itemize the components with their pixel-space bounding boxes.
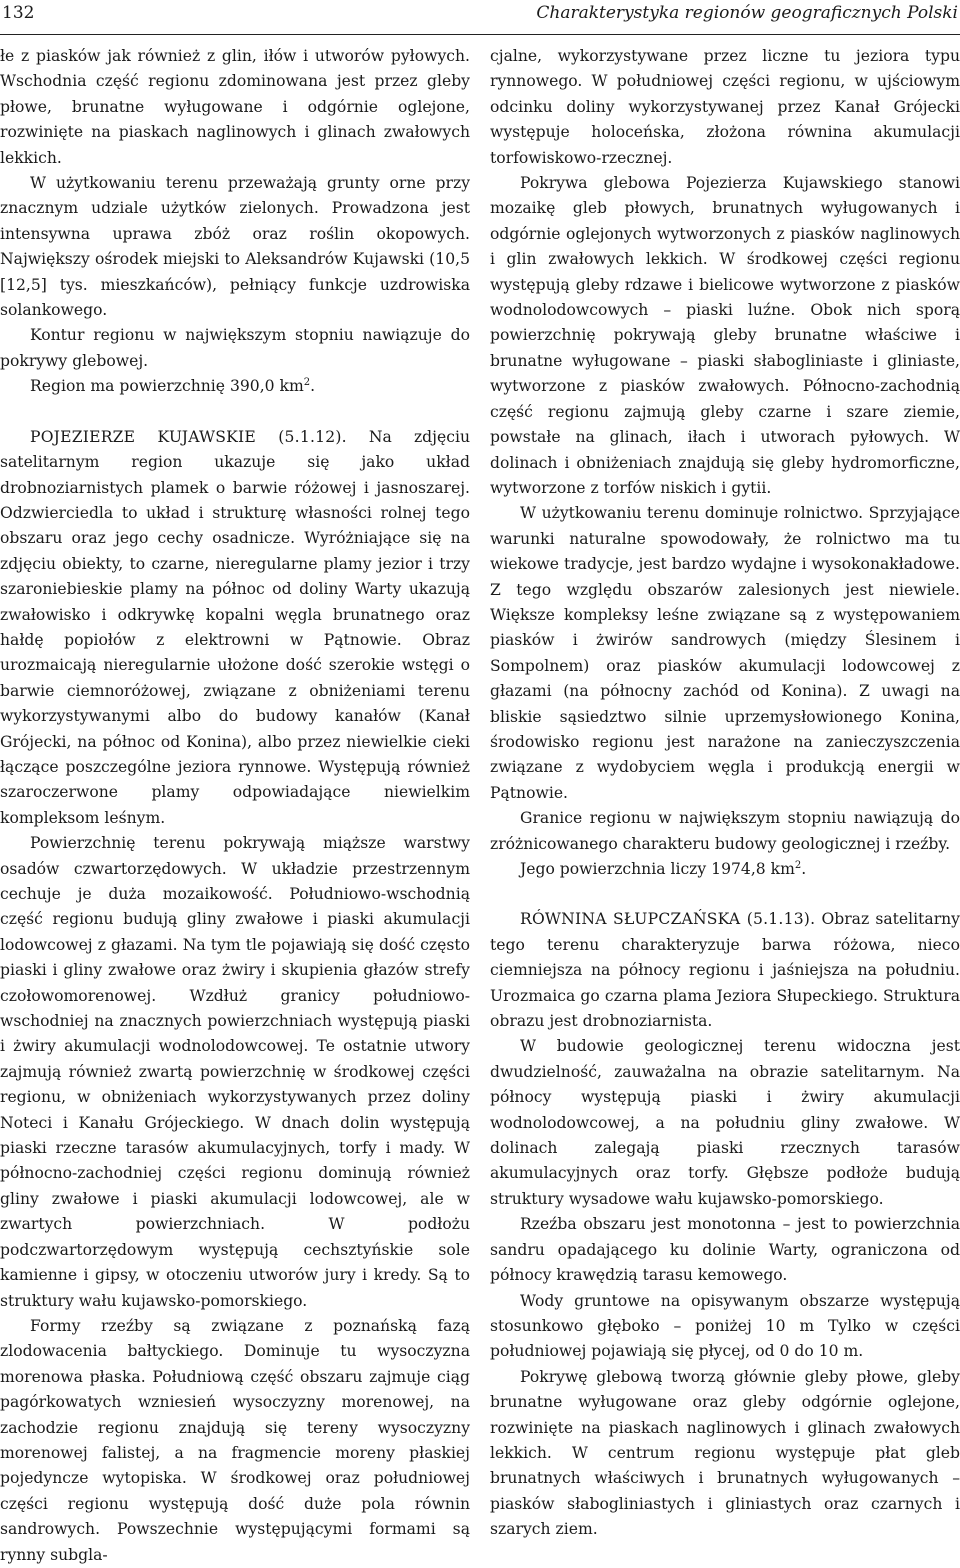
section-paragraph-pojezierze-kujawskie	[0, 425, 470, 832]
paragraph: Kontur regionu w największym stopniu nawiązuje do pokrywy glebowej.	[0, 326, 470, 370]
section-body: Na zdjęciu satelitarnym region ukazuje się jako układ drobnoziarnistych plamek o barwie różowej i jasnoszarej. Odzwierciedla to układ i strukturę własności rolnej tego obszaru oraz jego cechy osadnicze. Wyróżniające się na zdjęciu obiekty, to czarne, nieregularne plamy jezior i trzy szaroniebieskie plamy na północ od doliny Warty ukazują zwałowisko i odkrywkę kopalni węgla brunatnego oraz hałdę popiołów z elektrowni w Pątnowie. Obraz urozmaicają nieregularnie ułożone dość szerokie wstęgi o barwie ciemnoróżowej, związane z obniżeniami terenu wykorzystywanymi albo do budowy kanałów (Kanał Grójecki, na północ od Konina), albo przez niewielkie cieki łączące poszczególne jeziora rynnowe. Występują również szaroczerwone plamy odpowiadające niewielkim kompleksom leśnym.	[0, 427, 470, 827]
area-end: .	[801, 860, 807, 878]
section-paragraph-rownina-slupczanska	[490, 907, 960, 1034]
left-column	[0, 44, 470, 1568]
paragraph: Wody gruntowe na opisywanym obszarze występują stosunkowo głęboko – poniżej 10 m Tylko w części południowej pojawiają się płycej, od 0 do 10 m.	[490, 1291, 960, 1361]
paragraph: cjalne, wykorzystywane przez liczne tu jeziora typu rynnowego. W południowej części regionu, w ujściowym odcinku doliny wykorzystywanej przez Kanał Grójecki występuje holoceńska, złożona równina akumulacji torfowiskowo-rzecznej.	[490, 47, 960, 167]
paragraph: Granice regionu w największym stopniu nawiązują do zróżnicowanego charakteru budowy geologicznej i rzeźby.	[490, 809, 960, 853]
section-heading: RÓWNINA SŁUPCZAŃSKA (5.1.13).	[520, 910, 816, 929]
paragraph: Formy rzeźby są związane z poznańską fazą zlodowacenia bałtyckiego. Dominuje tu wysoczyzna morenowa płaska. Południową część obszaru zajmuje ciąg pagórkowatych wzniesień wysoczyzny morenowej, na zachodzie regionu znajdują się tereny wysoczyzny morenowej falistej, a na fragmencie moreny płaskiej pojedyncze wytopiska. W środkowej oraz południowej części regionu występują dość duże pola równin sandrowych. Powszechnie występującymi formami są rynny subgla-	[0, 1316, 470, 1564]
paragraph: łe z piasków jak również z glin, iłów i utworów pyłowych. Wschodnia część regionu zdominowana jest przez gleby płowe, brunatne wyługowane i odgórnie oglejone, rozwinięte na piaskach naglinowych i glinach zwałowych lekkich.	[0, 47, 470, 167]
area-unit-superscript: 2	[794, 859, 802, 871]
paragraph: Rzeźba obszaru jest monotonna – jest to powierzchnia sandru opadającego ku dolinie Warty, ograniczona od północy krawędzią tarasu kemowego.	[490, 1215, 960, 1285]
paragraph: Pokrywa glebowa Pojezierza Kujawskiego stanowi mozaikę gleb płowych, brunatnych wyługowanych i odgórnie oglejonych wytworzonych z piasków naglinowych i glin zwałowych lekkich. W środkowej części regionu występują gleby rdzawe i bielicowe wytworzone z piasków wodnolodowcowych – piaski luźne. Obok nich sporą powierzchnię pokrywają gleby brunatne właściwe i brunatne wyługowane – piaski słabogliniaste i gliniaste, wytworzone z piasków zwałowych. Północno-zachodnią część regionu zajmują gleby czarne i szare ziemie, powstałe na glinach, iłach i utworach pyłowych. W dolinach i obniżeniach znajdują się gleby hydromorficzne, wytworzone z torfów niskich i gytii.	[490, 174, 960, 497]
section-heading: POJEZIERZE KUJAWSKIE (5.1.12).	[30, 427, 347, 446]
area-end: .	[310, 377, 316, 396]
area-unit-superscript: 2	[303, 377, 311, 389]
page-number: 132	[2, 3, 35, 23]
paragraph-area	[0, 374, 470, 399]
right-column	[490, 44, 960, 1543]
paragraph: W użytkowaniu terenu dominuje rolnictwo. Sprzyjające warunki naturalne spowodowały, że rolnictwo ma tu wiekowe tradycje, jest bardzo wydajne i wysokonakładowe. Z tego względu obszarów zalesionych jest niewiele. Większe kompleksy leśne związane są z występowaniem piasków i żwirów sandrowych (między Ślesinem i Sompolnem) oraz piasków akumulacji lodowcowej z głazami (na północny zachód od Konina). Z uwagi na bliskie sąsiedztwo silnie uprzemysłowionego Konina, środowisko regionu jest narażone na zanieczyszczenia związane z wydobyciem węgla i produkcją energii w Pątnowie.	[490, 504, 960, 802]
paragraph-area	[490, 857, 960, 882]
section-body: Obraz satelitarny tego terenu charakteryzuje barwa różowa, nieco ciemniejsza na północy regionu i jaśniejsza na południu. Urozmaica go czarna plama Jeziora Słupeckiego. Struktura obrazu jest drobnoziarnista.	[490, 910, 960, 1031]
paragraph: Powierzchnię terenu pokrywają miąższe warstwy osadów czwartorzędowych. W układzie przestrzennym cechuje je duża mozaikowość. Południowo-wschodnią część regionu budują gliny zwałowe i piaski akumulacji lodowcowej z głazami. Na tym tle pojawiają się dość często piaski i gliny zwałowe oraz żwiry i skupienia głazów strefy czołowomorenowej. Wzdłuż granicy południowo-wschodniej na znacznych powierzchniach występują piaski i żwiry akumulacji wodnolodowcowej. Te ostatnie utwory zajmują również zwartą powierzchnię w środkowej części regionu, w obniżeniach wykorzystywanych przez doliny Noteci i Kanału Grójeckiego. W dnach dolin występują piaski rzeczne tarasów akumulacyjnych, torfy i mady. W północno-zachodniej części regionu dominują również gliny zwałowe i piaski akumulacji lodowcowej, ale w zwartych powierzchniach. W podłożu podczwartorzędowym występują cechsztyńskie sole kamienne i gipsy, w otoczeniu utworów jury i kredy. Są to struktury wału kujawsko-pomorskiego.	[0, 834, 470, 1310]
paragraph: W budowie geologicznej terenu widoczna jest dwudzielność, zauważalna na obrazie satelitarnym. Na północy występują piaski i żwiry akumulacji wodnolodowcowej, a na południu gliny zwałowe. W dolinach zalegają piaski rzecznych tarasów akumulacyjnych oraz torfy. Głębsze podłoże budują struktury wysadowe wału kujawsko-pomorskiego.	[490, 1037, 960, 1208]
area-text: Region ma powierzchnię 390,0 km	[30, 377, 304, 396]
running-title: Charakterystyka regionów geograficznych Polski	[536, 3, 958, 23]
page-header	[0, 0, 960, 35]
area-text: Jego powierzchnia liczy 1974,8 km	[520, 860, 795, 878]
paragraph: W użytkowaniu terenu przeważają grunty orne przy znacznym udziale użytków zielonych. Prowadzona jest intensywna uprawa zbóż oraz roślin okopowych. Największy ośrodek miejski to Aleksandrów Kujawski (10,5 [12,5] tys. mieszkańców), pełniący funkcje uzdrowiska solankowego.	[0, 174, 470, 320]
paragraph: Pokrywę glebową tworzą głównie gleby płowe, gleby brunatne wyługowane oraz gleby odgórnie oglejone, rozwinięte na piaskach naglinowych i glinach zwałowych lekkich. W centrum regionu występuje płat gleb brunatnych właściwych i brunatnych wyługowanych – piasków słabogliniastych i gliniastych oraz czarnych i szarych ziem.	[490, 1367, 960, 1539]
